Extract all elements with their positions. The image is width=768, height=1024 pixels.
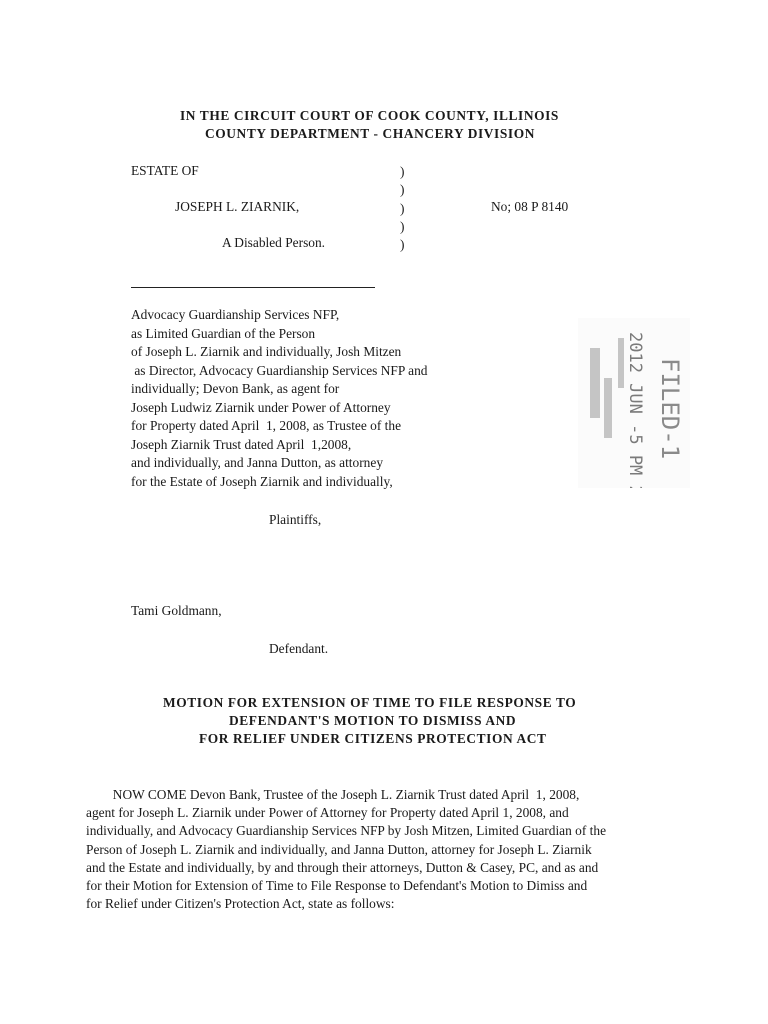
caption-parentheses bbox=[400, 163, 404, 254]
motion-title-line3: FOR RELIEF UNDER CITIZENS PROTECTION ACT bbox=[199, 731, 547, 746]
stamp-filed-text: FILED-1 bbox=[656, 358, 684, 460]
plaintiff-line: Joseph Ziarnik Trust dated April 1,2008, bbox=[131, 436, 352, 452]
ward-name: JOSEPH L. ZIARNIK, bbox=[175, 199, 300, 214]
body-line: agent for Joseph L. Ziarnik under Power of Attorney for Property dated April 1, 2008, and bbox=[86, 805, 569, 821]
body-line: and the Estate and individually, by and through their attorneys, Dutton & Casey, PC, and as and bbox=[86, 859, 599, 875]
estate-of-label: ESTATE OF bbox=[131, 163, 199, 178]
paren: ) bbox=[400, 218, 405, 234]
motion-title-line1: MOTION FOR EXTENSION OF TIME TO FILE RESPONSE TO bbox=[163, 695, 577, 710]
plaintiff-line: and individually, and Janna Dutton, as attorney bbox=[131, 455, 384, 470]
body-paragraph bbox=[86, 786, 686, 913]
defendant-name: Tami Goldmann, bbox=[131, 603, 222, 618]
body-line: NOW COME Devon Bank, Trustee of the Joseph L. Ziarnik Trust dated April 1, 2008, bbox=[86, 787, 580, 802]
stamp-date-text: 2012 JUN -5 PM 2:55 bbox=[625, 332, 645, 488]
filed-stamp bbox=[578, 318, 690, 488]
caption-divider-rule bbox=[131, 287, 375, 288]
plaintiffs-block bbox=[131, 306, 427, 491]
plaintiff-line: Advocacy Guardianship Services NFP, bbox=[131, 307, 340, 322]
disabled-person-label: A Disabled Person. bbox=[222, 235, 326, 250]
motion-title-line2: DEFENDANT'S MOTION TO DISMISS AND bbox=[229, 713, 517, 728]
plaintiff-line: as Limited Guardian of the Person bbox=[131, 325, 316, 341]
plaintiff-line: of Joseph L. Ziarnik and individually, Josh Mitzen bbox=[131, 344, 402, 359]
paren: ) bbox=[400, 200, 405, 216]
paren: ) bbox=[400, 182, 405, 198]
court-heading-line2: COUNTY DEPARTMENT - CHANCERY DIVISION bbox=[205, 126, 536, 141]
court-heading-line1: IN THE CIRCUIT COURT OF COOK COUNTY, ILLINOIS bbox=[180, 108, 559, 123]
defendant-label: Defendant. bbox=[269, 641, 329, 656]
plaintiffs-label: Plaintiffs, bbox=[269, 512, 322, 527]
plaintiff-line: individually; Devon Bank, as agent for bbox=[131, 381, 340, 396]
plaintiff-line: for Property dated April 1, 2008, as Trustee of the bbox=[131, 418, 402, 433]
paren: ) bbox=[400, 164, 405, 179]
filed-stamp-graphic bbox=[578, 318, 690, 488]
plaintiff-line: Joseph Ludwiz Ziarnik under Power of Attorney bbox=[131, 399, 391, 415]
plaintiff-line: as Director, Advocacy Guardianship Services NFP and bbox=[131, 362, 428, 378]
body-line: individually, and Advocacy Guardianship Services NFP by Josh Mitzen, Limited Guardian of the bbox=[86, 823, 607, 839]
body-line: Person of Joseph L. Ziarnik and individually, and Janna Dutton, attorney for Joseph L. Ziarnik bbox=[86, 841, 592, 857]
paren: ) bbox=[400, 237, 405, 253]
body-line: for their Motion for Extension of Time to File Response to Defendant's Motion to Dimiss and bbox=[86, 878, 588, 894]
case-number: No; 08 P 8140 bbox=[491, 199, 569, 214]
plaintiff-line: for the Estate of Joseph Ziarnik and individually, bbox=[131, 473, 393, 489]
body-line: for Relief under Citizen's Protection Act, state as follows: bbox=[86, 896, 395, 912]
